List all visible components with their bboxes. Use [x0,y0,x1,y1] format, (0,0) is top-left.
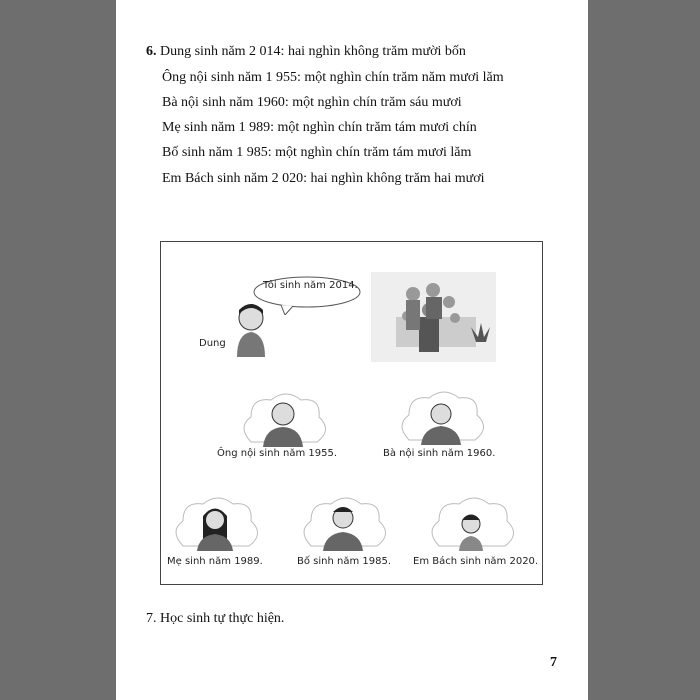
family-photo [371,272,496,362]
caption-bach: Em Bách sinh năm 2020. [413,556,539,567]
exercise-6-line-4: Mẹ sinh năm 1 989: một nghìn chín trăm tám mươi chín [162,120,477,135]
exercise-6-line-2: Ông nội sinh năm 1 955: một nghìn chín trăm năm mươi lăm [162,70,504,85]
exercise-7: 7. Học sinh tự thực hiện. [146,611,285,626]
grandfather-portrait [241,392,326,447]
caption-grandfather: Ông nội sinh năm 1955. [217,448,338,459]
caption-grandmother: Bà nội sinh năm 1960. [383,448,496,459]
mother-portrait [173,496,258,551]
exercise-6-line-1: 6. Dung sinh năm 2 014: hai nghìn không trăm mười bốn [146,44,466,59]
caption-father: Bố sinh năm 1985. [297,556,392,567]
left-margin-bar [0,0,116,700]
exercise-6-line-3: Bà nội sinh năm 1960: một nghìn chín trăm sáu mươi [162,95,462,110]
dung-girl-icon [231,302,271,357]
caption-mother: Mẹ sinh năm 1989. [167,556,263,567]
father-portrait [301,496,386,551]
bach-portrait [429,496,514,551]
family-illustration [160,241,543,585]
right-margin-bar [588,0,700,700]
dung-label: Dung [199,338,226,349]
speech-text: Tôi sinh năm 2014. [263,280,358,291]
exercise-6-line-5: Bố sinh năm 1 985: một nghìn chín trăm tám mươi lăm [162,145,472,160]
grandmother-portrait [399,390,484,445]
page-number: 7 [550,655,557,670]
exercise-6-line-6: Em Bách sinh năm 2 020: hai nghìn không trăm hai mươi [162,171,485,186]
